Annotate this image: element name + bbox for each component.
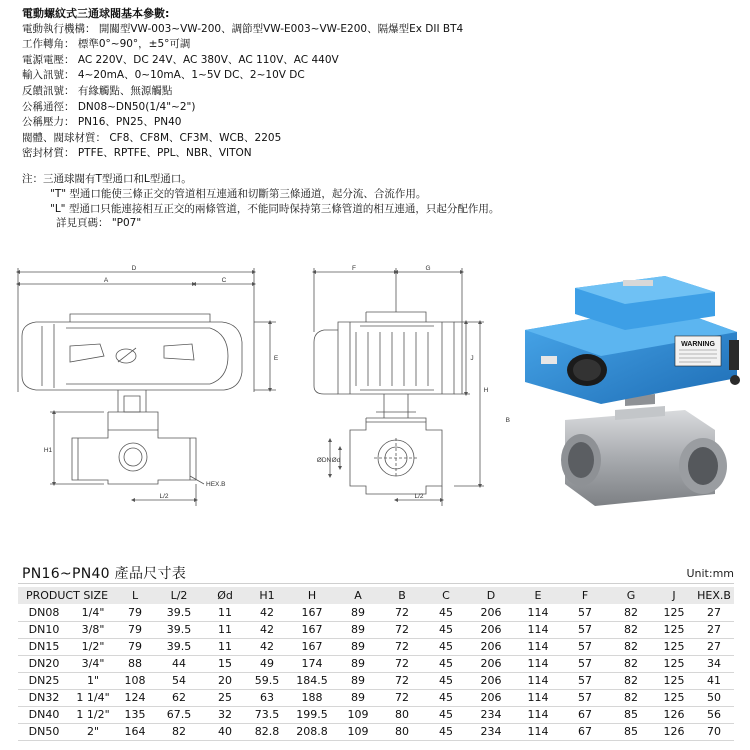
note-line-1: 注：三通球閥有T型通口和L型通口。 xyxy=(22,173,192,185)
table-cell: 57 xyxy=(562,689,608,706)
header-product-size: PRODUCT SIZE xyxy=(18,587,116,604)
header-phi-d: Ød xyxy=(204,587,246,604)
table-cell: 40 xyxy=(204,723,246,740)
table-cell: 125 xyxy=(654,638,694,655)
table-cell: 57 xyxy=(562,655,608,672)
table-cell: 39.5 xyxy=(154,621,204,638)
table-cell: 206 xyxy=(468,689,514,706)
table-body xyxy=(18,604,734,740)
table-cell: 11 xyxy=(204,604,246,621)
table-cell: DN15 xyxy=(18,638,70,655)
table-cell: 89 xyxy=(336,689,380,706)
header-h1: H1 xyxy=(246,587,288,604)
table-cell: 167 xyxy=(288,621,336,638)
table-cell: 1" xyxy=(70,672,116,689)
table-cell: 114 xyxy=(514,723,562,740)
table-row xyxy=(18,706,734,723)
table-cell: 50 xyxy=(694,689,734,706)
header-l: L xyxy=(116,587,154,604)
table-cell: 72 xyxy=(380,604,424,621)
table-cell: 57 xyxy=(562,604,608,621)
header-j: J xyxy=(654,587,694,604)
table-cell: 41 xyxy=(694,672,734,689)
table-row xyxy=(18,638,734,655)
table-cell: 82 xyxy=(608,672,654,689)
spec-row-seal-material: 密封材質： PTFE、RPTFE、PPL、NBR、VITON xyxy=(22,147,252,160)
table-cell: 67.5 xyxy=(154,706,204,723)
table-cell: 62 xyxy=(154,689,204,706)
table-cell: 125 xyxy=(654,689,694,706)
table-cell: 42 xyxy=(246,604,288,621)
dim-label-hex: HEX.B xyxy=(206,481,226,488)
table-cell: 114 xyxy=(514,655,562,672)
table-cell: 82 xyxy=(608,689,654,706)
table-cell: 1/4" xyxy=(70,604,116,621)
header-e: E xyxy=(514,587,562,604)
table-cell: 167 xyxy=(288,604,336,621)
table-cell: 67 xyxy=(562,723,608,740)
table-cell: 89 xyxy=(336,621,380,638)
table-cell: 82.8 xyxy=(246,723,288,740)
table-cell: 70 xyxy=(694,723,734,740)
table-cell: 125 xyxy=(654,655,694,672)
table-cell: 79 xyxy=(116,638,154,655)
table-cell: 88 xyxy=(116,655,154,672)
header-f: F xyxy=(562,587,608,604)
dimensions-table xyxy=(18,587,734,741)
header-hex-b: HEX.B xyxy=(694,587,734,604)
dim-label-h: H xyxy=(483,387,489,394)
table-cell: 85 xyxy=(608,706,654,723)
table-cell: 57 xyxy=(562,621,608,638)
side-view-outline xyxy=(314,312,454,494)
header-c: C xyxy=(424,587,468,604)
table-cell: 57 xyxy=(562,638,608,655)
table-cell: 206 xyxy=(468,604,514,621)
spec-row-actuator: 電動執行機構： 開關型VW-003~VW-200、調節型VW-E003~VW-E200、隔爆型Ex DII BT4 xyxy=(22,22,464,35)
dim-label-c: C xyxy=(221,277,227,284)
table-cell: 114 xyxy=(514,621,562,638)
table-cell: 164 xyxy=(116,723,154,740)
header-l2: L/2 xyxy=(154,587,204,604)
warning-label: WARNING xyxy=(681,341,715,348)
table-cell: 42 xyxy=(246,621,288,638)
dim-label-g: G xyxy=(425,265,431,272)
table-cell: 54 xyxy=(154,672,204,689)
table-cell: 45 xyxy=(424,638,468,655)
table-cell: 45 xyxy=(424,655,468,672)
table-cell: 1/2" xyxy=(70,638,116,655)
table-cell: 45 xyxy=(424,604,468,621)
table-cell: 80 xyxy=(380,723,424,740)
table-cell: 234 xyxy=(468,723,514,740)
dim-label-e: E xyxy=(273,355,279,362)
table-cell: 27 xyxy=(694,638,734,655)
dim-label-phi-d: Ød xyxy=(331,457,341,464)
table-row xyxy=(18,655,734,672)
table-cell: 39.5 xyxy=(154,604,204,621)
table-cell: DN25 xyxy=(18,672,70,689)
table-cell: 34 xyxy=(694,655,734,672)
table-cell: 1 1/2" xyxy=(70,706,116,723)
table-cell: 234 xyxy=(468,706,514,723)
table-cell: 124 xyxy=(116,689,154,706)
table-cell: 11 xyxy=(204,638,246,655)
table-cell: 206 xyxy=(468,672,514,689)
table-cell: 27 xyxy=(694,621,734,638)
table-row xyxy=(18,723,734,740)
table-row xyxy=(18,672,734,689)
table-cell: 109 xyxy=(336,723,380,740)
table-header-row xyxy=(18,587,734,604)
actuator xyxy=(525,276,740,404)
table-cell: 79 xyxy=(116,604,154,621)
table-cell: 188 xyxy=(288,689,336,706)
valve-body xyxy=(561,394,727,506)
table-cell: DN08 xyxy=(18,604,70,621)
spec-row-nominal-pressure: 公稱壓力： PN16、PN25、PN40 xyxy=(22,116,182,129)
header-h: H xyxy=(288,587,336,604)
table-cell: DN10 xyxy=(18,621,70,638)
table-cell: 79 xyxy=(116,621,154,638)
table-cell: 80 xyxy=(380,706,424,723)
table-cell: 72 xyxy=(380,655,424,672)
table-cell: DN20 xyxy=(18,655,70,672)
spec-row-nominal-diameter: 公稱通徑： DN08~DN50(1/4"~2") xyxy=(22,100,196,113)
table-cell: 85 xyxy=(608,723,654,740)
table-title: PN16~PN40 產品尺寸表 xyxy=(22,566,187,582)
table-cell: 63 xyxy=(246,689,288,706)
note-line-3: "L" 型通口只能連接相互正交的兩條管道，不能同時保持第三條管道的相互連通，只起分配作用。 xyxy=(50,202,500,215)
table-cell: 3/8" xyxy=(70,621,116,638)
table-cell: 199.5 xyxy=(288,706,336,723)
technical-drawing xyxy=(14,262,514,514)
product-photo xyxy=(515,270,747,514)
table-cell: DN50 xyxy=(18,723,70,740)
table-rule xyxy=(18,583,734,584)
table-cell: 206 xyxy=(468,621,514,638)
spec-row-voltage: 電源電壓： AC 220V、DC 24V、AC 380V、AC 110V、AC 440V xyxy=(22,53,339,66)
table-cell: DN40 xyxy=(18,706,70,723)
dim-label-f: F xyxy=(352,265,356,272)
table-cell: 27 xyxy=(694,604,734,621)
table-cell: 126 xyxy=(654,706,694,723)
table-cell: 167 xyxy=(288,638,336,655)
table-cell: 126 xyxy=(654,723,694,740)
table-cell: 1 1/4" xyxy=(70,689,116,706)
table-row xyxy=(18,604,734,621)
spec-row-input-signal: 輸入訊號： 4~20mA、0~10mA、1~5V DC、2~10V DC xyxy=(22,69,305,82)
table-cell: 135 xyxy=(116,706,154,723)
table-cell: 2" xyxy=(70,723,116,740)
side-dimensions xyxy=(314,268,484,506)
table-cell: 42 xyxy=(246,638,288,655)
spec-row-body-material: 閥體、閥球材質： CF8、CF8M、CF3M、WCB、2205 xyxy=(22,131,282,144)
table-cell: 45 xyxy=(424,621,468,638)
dim-label-l2-side: L/2 xyxy=(414,493,424,500)
dim-label-h1: H1 xyxy=(43,447,53,454)
front-view-outline xyxy=(22,314,242,484)
header-a: A xyxy=(336,587,380,604)
table-cell: 174 xyxy=(288,655,336,672)
table-cell: 125 xyxy=(654,621,694,638)
table-cell: 114 xyxy=(514,638,562,655)
table-cell: 89 xyxy=(336,655,380,672)
table-cell: 125 xyxy=(654,672,694,689)
table-cell: 114 xyxy=(514,706,562,723)
dim-label-d: D xyxy=(131,265,137,272)
table-cell: 109 xyxy=(336,706,380,723)
table-unit: Unit:mm xyxy=(686,567,734,580)
table-cell: 108 xyxy=(116,672,154,689)
table-cell: 11 xyxy=(204,621,246,638)
table-cell: 82 xyxy=(154,723,204,740)
table-cell: 72 xyxy=(380,672,424,689)
table-cell: 82 xyxy=(608,655,654,672)
table-cell: 114 xyxy=(514,689,562,706)
table-cell: 114 xyxy=(514,672,562,689)
table-cell: 89 xyxy=(336,638,380,655)
note-line-4: 詳見頁碼： "P07" xyxy=(56,217,142,230)
dim-label-j: J xyxy=(470,355,474,362)
table-cell: 72 xyxy=(380,621,424,638)
table-cell: 72 xyxy=(380,689,424,706)
table-cell: 125 xyxy=(654,604,694,621)
table-cell: 20 xyxy=(204,672,246,689)
specifications-block xyxy=(22,6,582,162)
header-d: D xyxy=(468,587,514,604)
table-cell: 59.5 xyxy=(246,672,288,689)
table-cell: 89 xyxy=(336,604,380,621)
table-cell: 3/4" xyxy=(70,655,116,672)
specifications-title: 電動螺紋式三通球閥基本參數: xyxy=(22,7,170,20)
table-cell: 45 xyxy=(424,689,468,706)
table-cell: 32 xyxy=(204,706,246,723)
front-dimensions xyxy=(18,268,276,506)
dim-label-b: B xyxy=(505,417,510,424)
table-cell: 184.5 xyxy=(288,672,336,689)
table-cell: 39.5 xyxy=(154,638,204,655)
table-cell: 82 xyxy=(608,638,654,655)
table-cell: 45 xyxy=(424,672,468,689)
notes-block xyxy=(22,172,662,231)
table-row xyxy=(18,621,734,638)
dim-label-phi-dn: ØDN xyxy=(316,457,332,464)
table-cell: 45 xyxy=(424,723,468,740)
header-g: G xyxy=(608,587,654,604)
dim-label-a: A xyxy=(103,277,109,284)
table-cell: 57 xyxy=(562,672,608,689)
table-cell: 72 xyxy=(380,638,424,655)
table-cell: 25 xyxy=(204,689,246,706)
spec-row-feedback: 反饋訊號： 有緣觸點、無源觸點 xyxy=(22,84,173,97)
table-row xyxy=(18,689,734,706)
table-cell: 49 xyxy=(246,655,288,672)
note-line-2: "T" 型通口能使三條正交的管道相互連通和切斷第三條通道，起分流、合流作用。 xyxy=(50,187,427,200)
table-cell: 89 xyxy=(336,672,380,689)
table-cell: 15 xyxy=(204,655,246,672)
table-cell: 114 xyxy=(514,604,562,621)
spec-row-rotation: 工作轉角： 標準0°~90°，±5°可調 xyxy=(22,38,191,51)
table-cell: 67 xyxy=(562,706,608,723)
table-cell: 44 xyxy=(154,655,204,672)
table-cell: 73.5 xyxy=(246,706,288,723)
table-cell: 45 xyxy=(424,706,468,723)
table-cell: 208.8 xyxy=(288,723,336,740)
table-cell: 206 xyxy=(468,655,514,672)
table-cell: 82 xyxy=(608,621,654,638)
table-cell: 206 xyxy=(468,638,514,655)
table-cell: 82 xyxy=(608,604,654,621)
dim-label-l2-front: L/2 xyxy=(159,493,169,500)
table-cell: 56 xyxy=(694,706,734,723)
header-b: B xyxy=(380,587,424,604)
table-cell: DN32 xyxy=(18,689,70,706)
